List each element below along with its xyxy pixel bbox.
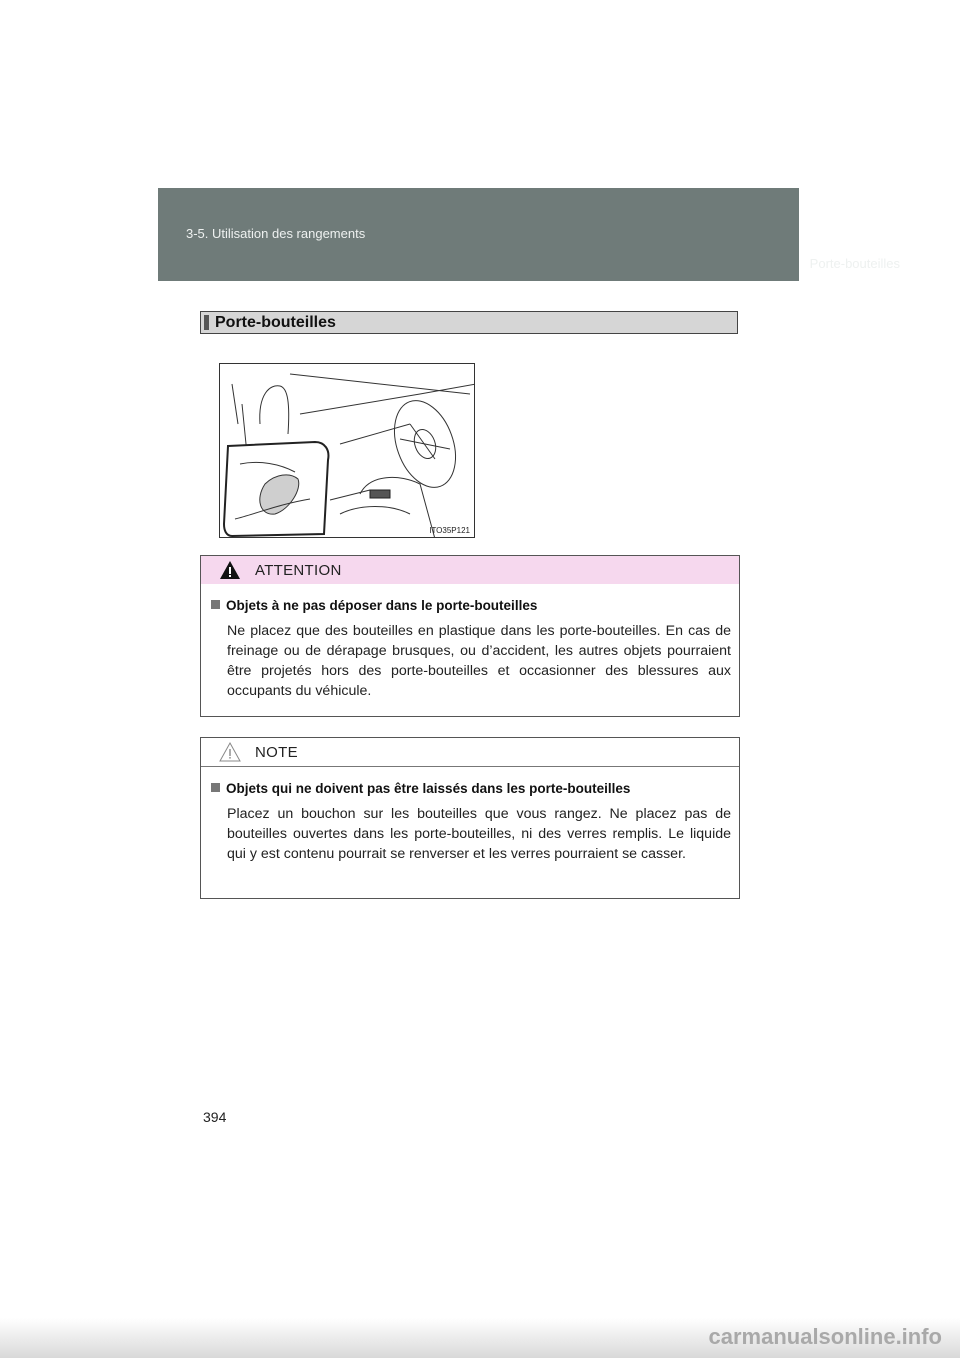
note-text: Placez un bouchon sur les bouteilles que vous rangez. Ne placez pas de bouteilles ouvertes dans les porte-bouteilles, ni des verres remplis. Le liquide qui y est contenu pourrait se renverser et les verres pourraient se casser. xyxy=(227,806,731,862)
section-bar-accent xyxy=(204,315,209,330)
figure-code: ITO35P121 xyxy=(429,526,470,535)
note-heading xyxy=(209,781,731,796)
section-title: Porte-bouteilles xyxy=(215,314,336,331)
bullet-square-icon xyxy=(211,600,220,609)
watermark-band xyxy=(0,1318,960,1358)
header-section-label: 3-5. Utilisation des rangements xyxy=(186,226,366,241)
attention-box xyxy=(200,555,740,717)
page-number: 394 xyxy=(203,1109,227,1125)
attention-heading xyxy=(209,598,731,613)
note-title: NOTE xyxy=(255,744,298,761)
zoom-callout xyxy=(224,442,328,536)
attention-heading-text: Objets à ne pas déposer dans le porte-bouteilles xyxy=(226,598,538,613)
attention-title: ATTENTION xyxy=(255,562,342,579)
warning-triangle-icon xyxy=(219,559,241,581)
note-header xyxy=(201,738,739,767)
cup-holder-illustration xyxy=(219,363,475,538)
attention-header xyxy=(201,556,739,584)
watermark-text: carmanualsonline.info xyxy=(708,1324,942,1349)
bullet-square-icon xyxy=(211,783,220,792)
car-interior-drawing xyxy=(220,364,475,538)
note-box xyxy=(200,737,740,899)
header-topic-label: Porte-bouteilles xyxy=(809,256,900,271)
section-title-bar xyxy=(200,311,738,334)
attention-text: Ne placez que des bouteilles en plastique dans les porte-bouteilles. En cas de freinage ou de dérapage brusques, ou d’accident, les autres objets pourraient être projetés hors des porte-bouteilles et occasionner des blessures aux occupants du véhicule. xyxy=(227,623,731,699)
caution-outline-icon xyxy=(219,741,241,763)
note-heading-text: Objets qui ne doivent pas être laissés dans les porte-bouteilles xyxy=(226,781,631,796)
